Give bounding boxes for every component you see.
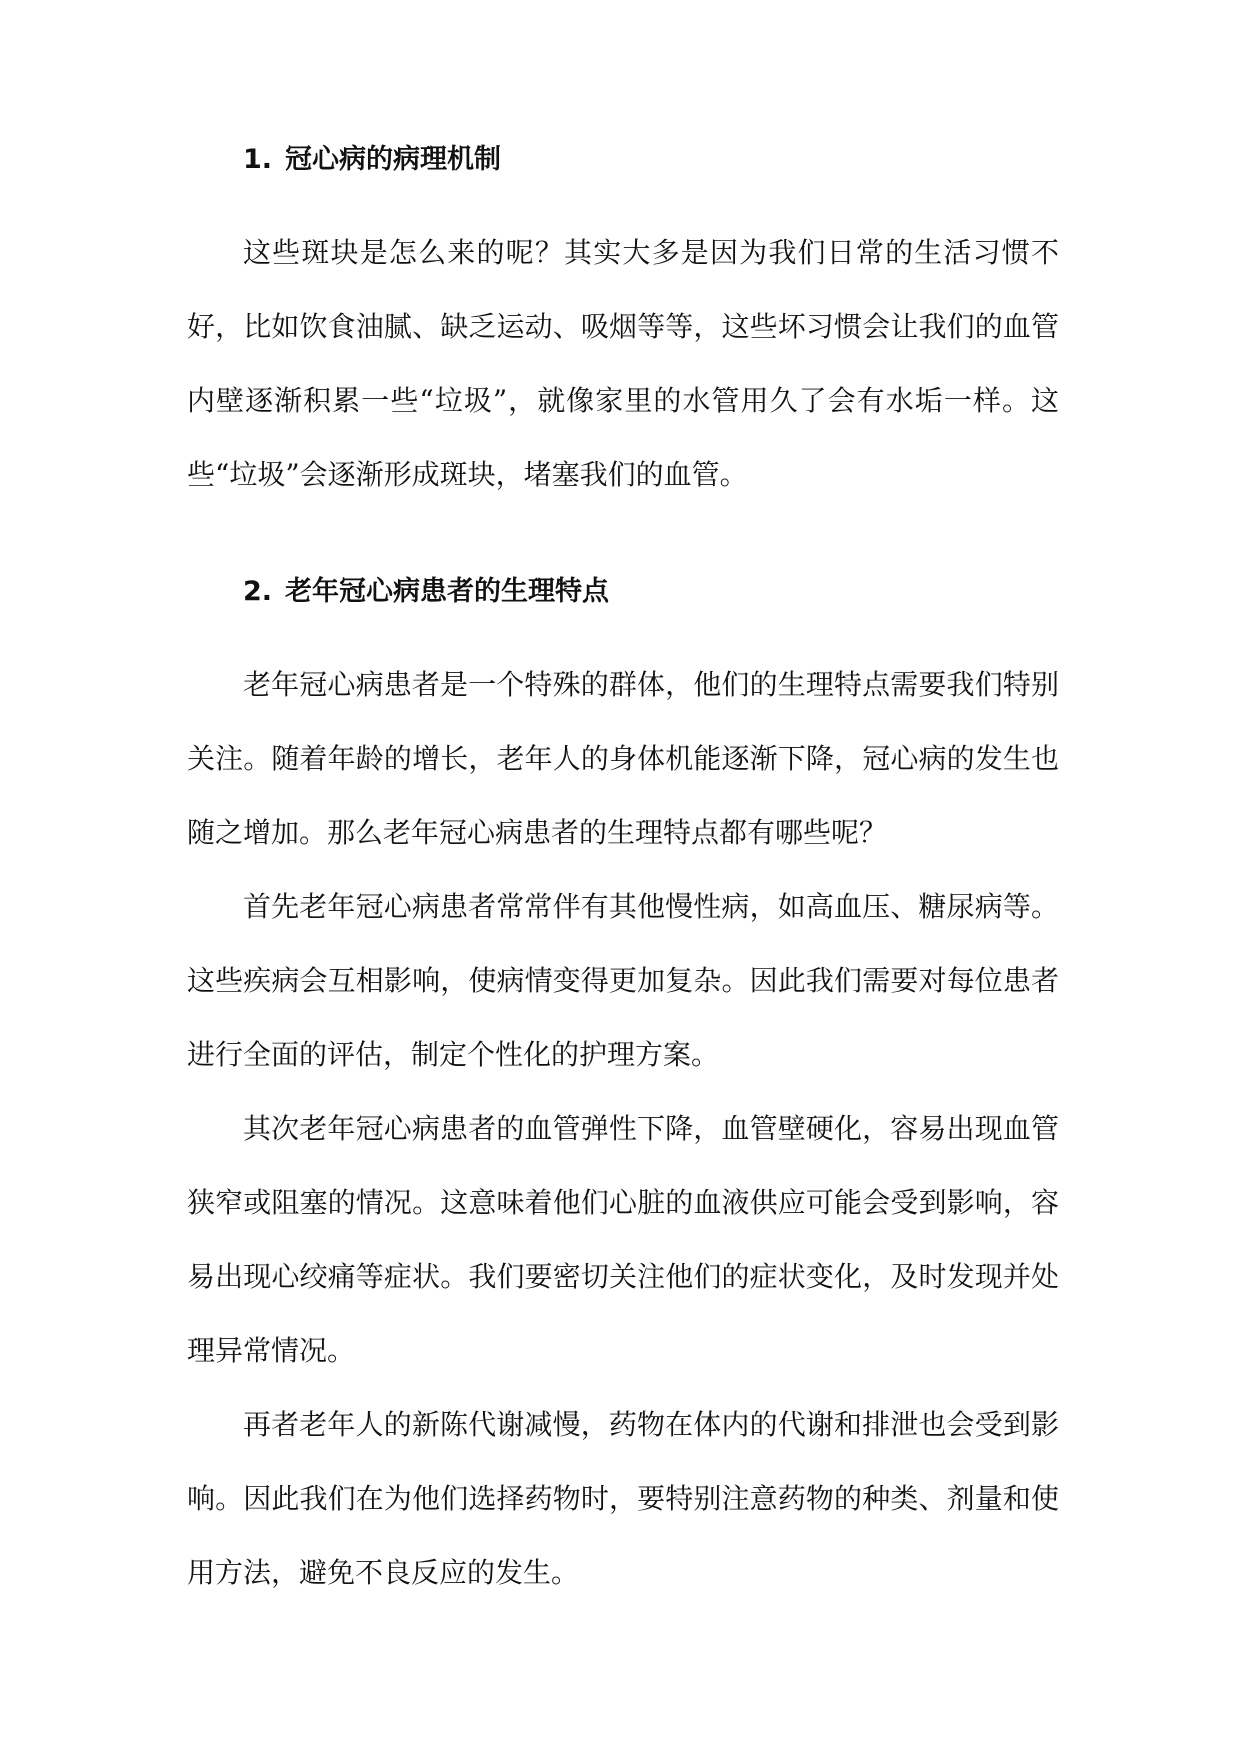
paragraph: 首先老年冠心病患者常常伴有其他慢性病，如高血压、糖尿病等。这些疾病会互相影响，使病情变得更加复杂。因此我们需要对每位患者进行全面的评估，制定个性化的护理方案。 xyxy=(187,890,1059,1071)
section-heading xyxy=(187,140,1059,180)
paragraph: 这些斑块是怎么来的呢？其实大多是因为我们日常的生活习惯不好，比如饮食油腻、缺乏运动、吸烟等等，这些坏习惯会让我们的血管内壁逐渐积累一些“垃圾”，就像家里的水管用久了会有水垢一样。这些“垃圾”会逐渐形成斑块，堵塞我们的血管。 xyxy=(187,236,1059,491)
paragraph: 再者老年人的新陈代谢减慢，药物在体内的代谢和排泄也会受到影响。因此我们在为他们选择药物时，要特别注意药物的种类、剂量和使用方法，避免不良反应的发生。 xyxy=(187,1408,1059,1589)
section-number: 2. xyxy=(243,576,273,607)
section-heading xyxy=(187,572,1059,612)
section-number: 1. xyxy=(243,144,273,175)
section-title: 老年冠心病患者的生理特点 xyxy=(285,576,609,607)
section-pathology xyxy=(187,140,1059,512)
paragraph: 老年冠心病患者是一个特殊的群体，他们的生理特点需要我们特别关注。随着年龄的增长，老年人的身体机能逐渐下降，冠心病的发生也随之增加。那么老年冠心病患者的生理特点都有哪些呢？ xyxy=(187,668,1059,849)
section-title: 冠心病的病理机制 xyxy=(285,144,501,175)
section-elderly-characteristics xyxy=(187,572,1059,1610)
document-page xyxy=(187,140,1059,1610)
paragraph: 其次老年冠心病患者的血管弹性下降，血管壁硬化，容易出现血管狭窄或阻塞的情况。这意味着他们心脏的血液供应可能会受到影响，容易出现心绞痛等症状。我们要密切关注他们的症状变化，及时发现并处理异常情况。 xyxy=(187,1112,1059,1367)
